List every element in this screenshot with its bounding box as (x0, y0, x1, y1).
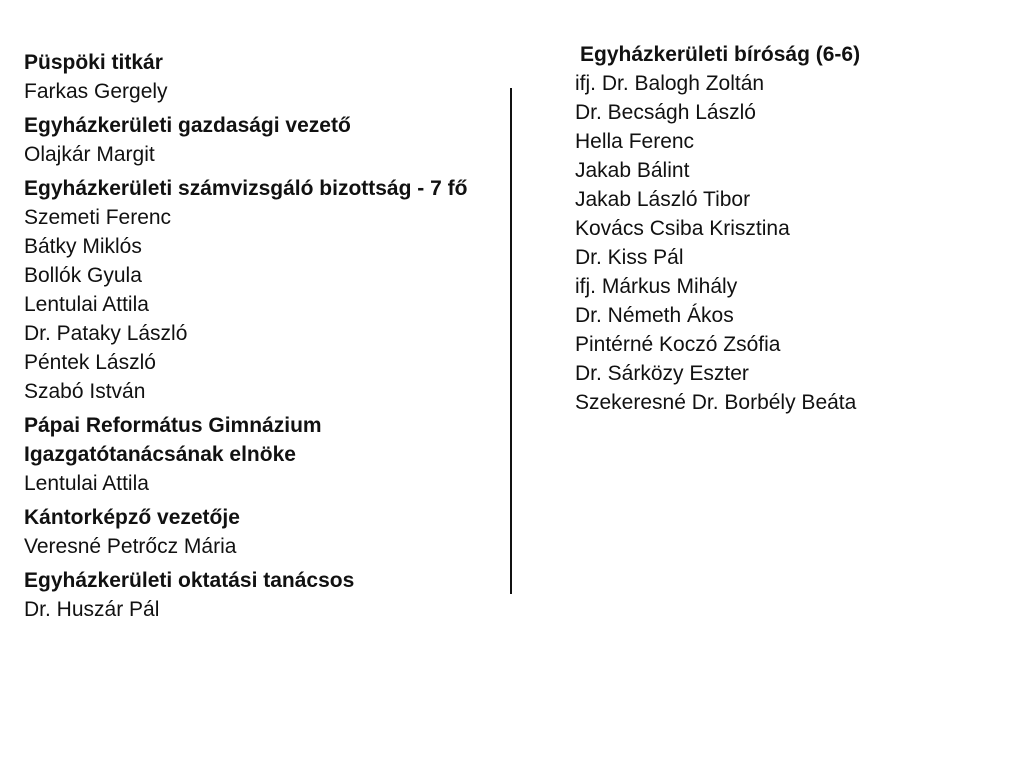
name-list (24, 532, 494, 561)
section-heading-birosag: Egyházkerületi bíróság (6-6) (580, 43, 861, 66)
person-name: Dr. Sárközy Eszter (575, 362, 749, 385)
person-name: Olajkár Margit (24, 143, 155, 166)
person-name: ifj. Dr. Balogh Zoltán (575, 72, 765, 95)
section-heading: Egyházkerületi számvizsgáló bizottság - 7 fő (24, 177, 468, 200)
name-list (24, 469, 494, 498)
person-name: Jakab László Tibor (575, 188, 751, 211)
section-heading: Püspöki titkár (24, 51, 163, 74)
section-heading: Egyházkerületi oktatási tanácsos (24, 569, 355, 592)
right-column (575, 40, 1005, 417)
person-name: Szekeresné Dr. Borbély Beáta (575, 391, 857, 414)
name-list (575, 69, 1005, 417)
column-divider (510, 88, 512, 594)
person-name: Dr. Becságh László (575, 101, 756, 124)
left-column (24, 48, 494, 629)
person-name: Veresné Petrőcz Mária (24, 535, 237, 558)
name-list (24, 203, 494, 406)
section-szamvizsgalo-bizottsag (24, 174, 494, 406)
section-heading: Egyházkerületi gazdasági vezető (24, 114, 351, 137)
person-name: Jakab Bálint (575, 159, 690, 182)
person-name: Péntek László (24, 351, 156, 374)
person-name: Bátky Miklós (24, 235, 142, 258)
person-name: ifj. Márkus Mihály (575, 275, 738, 298)
person-name: Farkas Gergely (24, 80, 168, 103)
section-heading: Kántorképző vezetője (24, 506, 240, 529)
person-name: Szabó István (24, 380, 146, 403)
section-gimnazium-elnok (24, 411, 494, 498)
person-name: Szemeti Ferenc (24, 206, 172, 229)
name-list (24, 595, 494, 624)
person-name: Dr. Németh Ákos (575, 304, 734, 327)
person-name: Bollók Gyula (24, 264, 142, 287)
name-list (24, 140, 494, 169)
section-puspoki-titkar (24, 48, 494, 106)
person-name: Dr. Pataky László (24, 322, 188, 345)
section-kantorkepzo-vezeto (24, 503, 494, 561)
person-name: Pintérné Koczó Zsófia (575, 333, 781, 356)
name-list (24, 77, 494, 106)
person-name: Lentulai Attila (24, 293, 149, 316)
section-oktatasi-tanacsos (24, 566, 494, 624)
person-name: Hella Ferenc (575, 130, 695, 153)
section-gazdasagi-vezeto (24, 111, 494, 169)
person-name: Dr. Huszár Pál (24, 598, 160, 621)
person-name: Kovács Csiba Krisztina (575, 217, 790, 240)
person-name: Dr. Kiss Pál (575, 246, 684, 269)
person-name: Lentulai Attila (24, 472, 149, 495)
section-heading: Pápai Református Gimnázium Igazgatótanácsának elnöke (24, 414, 322, 466)
